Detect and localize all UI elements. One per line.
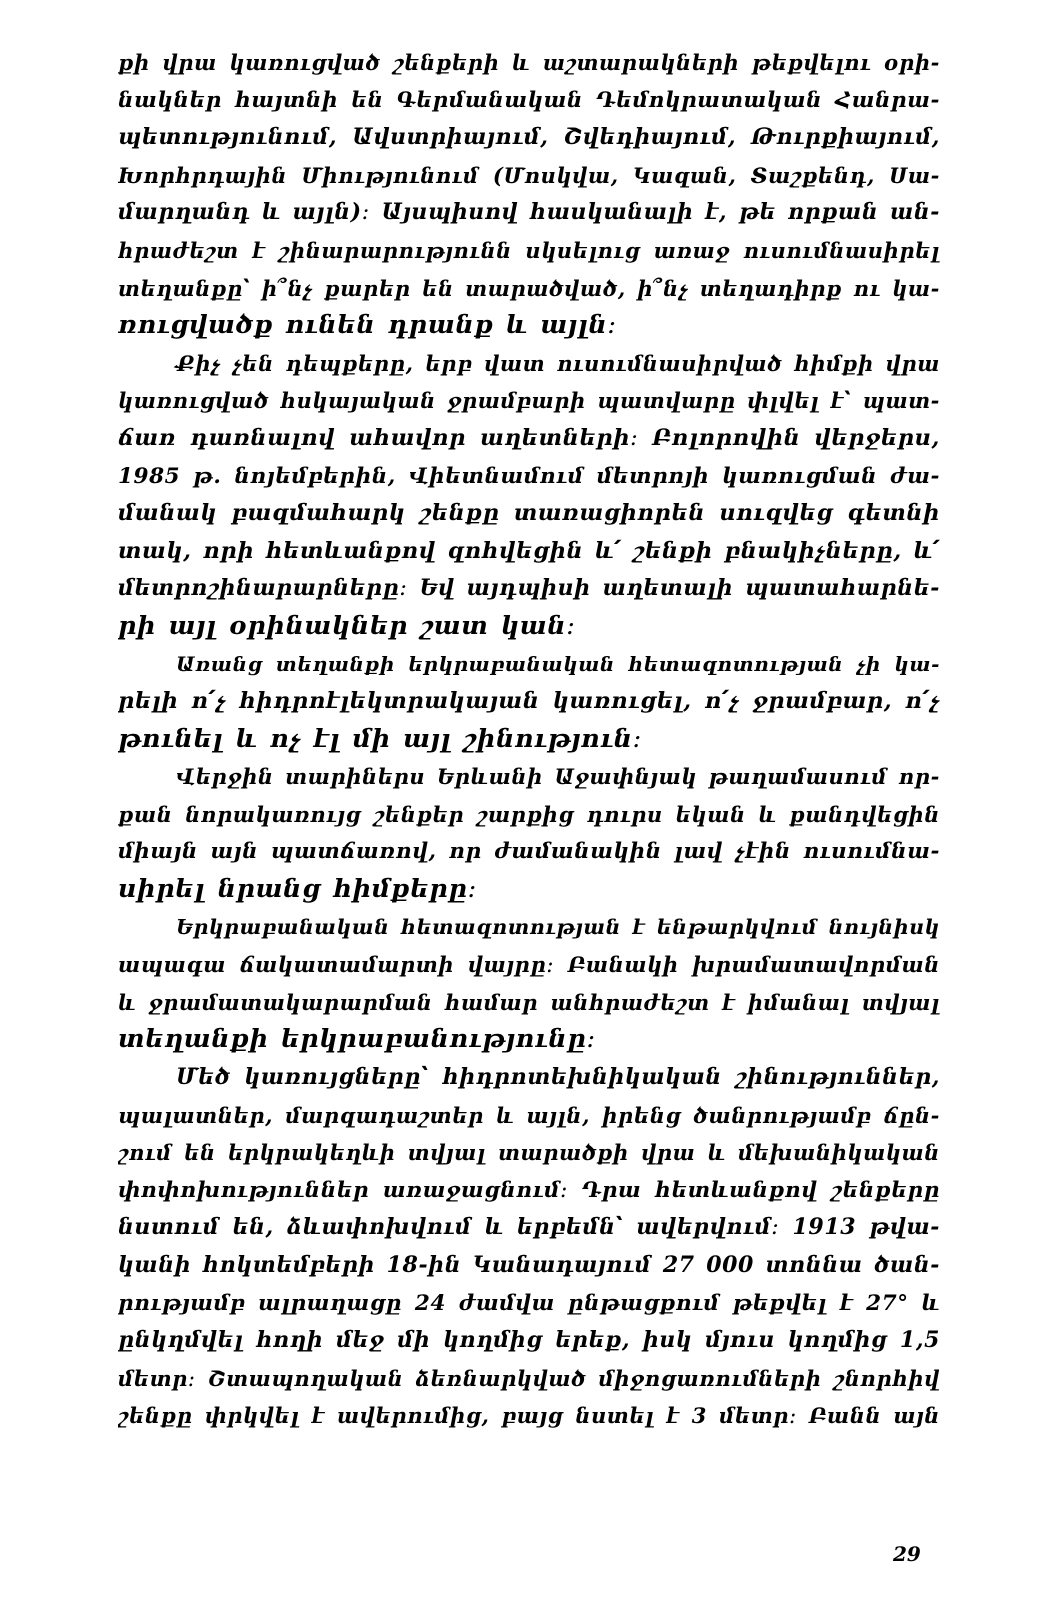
page-number: 29	[893, 1542, 921, 1566]
text-line: շում են երկրակեղևի տվյալ տարածքի վրա և մեխանիկական	[118, 1140, 940, 1166]
text-line: և ջրամատակարարման համար անհրաժեշտ է իմանալ տվյալ	[118, 989, 940, 1015]
text-line: կանի հոկտեմբերի 18-ին Կանադայում 27 000 տոննա ծան-	[118, 1252, 940, 1278]
text-line: Խորհրդային Միությունում (Մոսկվա, Կազան, Տաշքենդ, Սա-	[118, 162, 940, 188]
text-line: Քիչ չեն դեպքերը, երբ վատ ուսումնասիրված հիմքի վրա	[176, 350, 940, 376]
text-line: ճառ դառնալով ահավոր աղետների։ Բոլորովին վերջերս,	[118, 424, 940, 451]
text-line: տեղանքը՝ ի՞նչ քարեր են տարածված, ի՞նչ տեղադիրք ու կա-	[118, 275, 940, 301]
text-line: մետրոշինարարները։ Եվ այդպիսի աղետալի պատահարնե-	[118, 575, 940, 602]
text-line: րի այլ օրինակներ շատ կան։	[118, 610, 576, 641]
text-line: մանակ բազմահարկ շենքը տառացիորեն սուզվեց գետնի	[118, 500, 940, 527]
text-line: նստում են, ձևափոխվում և երբեմն՝ ավերվում։ 1913 թվա-	[118, 1214, 940, 1241]
text-line: շենքը փրկվել է ավերումից, բայց նստել է 3 մետր։ Բանն այն	[118, 1403, 940, 1429]
text-line: փոփոխություններ առաջացնում։ Դրա հետևանքով շենքերը	[118, 1177, 940, 1203]
text-line: րությամբ ալրաղացը 24 ժամվա ընթացքում թեքվել է 27° և	[118, 1290, 940, 1316]
text-line: ապագա ճակատամարտի վայրը։ Բանակի խրամատավորման	[118, 952, 940, 978]
text-line: քի վրա կառուցված շենքերի և աշտարակների թեքվելու օրի-	[118, 50, 940, 75]
text-line: Առանց տեղանքի երկրաբանական հետազոտության չի կա-	[176, 651, 940, 676]
body-text	[118, 44, 940, 1435]
text-line: րելի ո՛չ հիդրոէլեկտրակայան կառուցել, ո՛չ ջրամբար, ո՛չ	[118, 688, 940, 715]
text-line: միայն այն պատճառով, որ ժամանակին լավ չէին ուսումնա-	[118, 839, 940, 865]
text-line: նակներ հայտնի են Գերմանական Դեմոկրատական Հանրա-	[118, 87, 940, 113]
text-line: 1985 թ. նոյեմբերին, Վիետնամում մետրոյի կառուցման ժա-	[118, 463, 940, 489]
text-line: պետությունում, Ավստրիայում, Շվեդիայում, Թուրքիայում,	[118, 124, 940, 151]
text-line: պալատներ, մարզադաշտեր և այլն, իրենց ծանրությամբ ճըն-	[118, 1102, 940, 1128]
text-line: հրաժեշտ է շինարարությունն սկսելուց առաջ ուսումնասիրել	[118, 237, 940, 263]
text-line: տակ, որի հետևանքով զոհվեցին և՛ շենքի բնակիչները, և՛	[118, 537, 940, 564]
text-line: մարղանդ և այլն)։ Այսպիսով հասկանալի է, թե որքան ան-	[118, 199, 940, 226]
text-line: թունել և ոչ էլ մի այլ շինություն։	[118, 723, 642, 754]
text-line: ընկղմվել հողի մեջ մի կողմից երեք, իսկ մյուս կողմից 1,5	[118, 1327, 940, 1354]
text-line: կառուցված հսկայական ջրամբարի պատվարը փլվել է՝ պատ-	[118, 388, 940, 414]
text-line: Վերջին տարիներս Երևանի Աջափնյակ թաղամասում որ-	[176, 764, 940, 790]
text-line: Մեծ կառույցները՝ հիդրոտեխնիկական շինություններ,	[176, 1064, 940, 1091]
text-line: սիրել նրանց հիմքերը։	[118, 874, 477, 905]
text-line: մետր։ Շտապողական ձեռնարկված միջոցառումների շնորհիվ	[118, 1365, 940, 1391]
text-line: Երկրաբանական հետազոտության է ենթարկվում նույնիսկ	[176, 914, 940, 939]
text-line: տեղանքի երկրաբանությունը։	[118, 1024, 596, 1055]
text-line: ռուցվածք ունեն դրանք և այլն։	[118, 310, 617, 341]
text-line: քան նորակառույց շենքեր շարքից դուրս եկան և քանդվեցին	[118, 801, 940, 827]
